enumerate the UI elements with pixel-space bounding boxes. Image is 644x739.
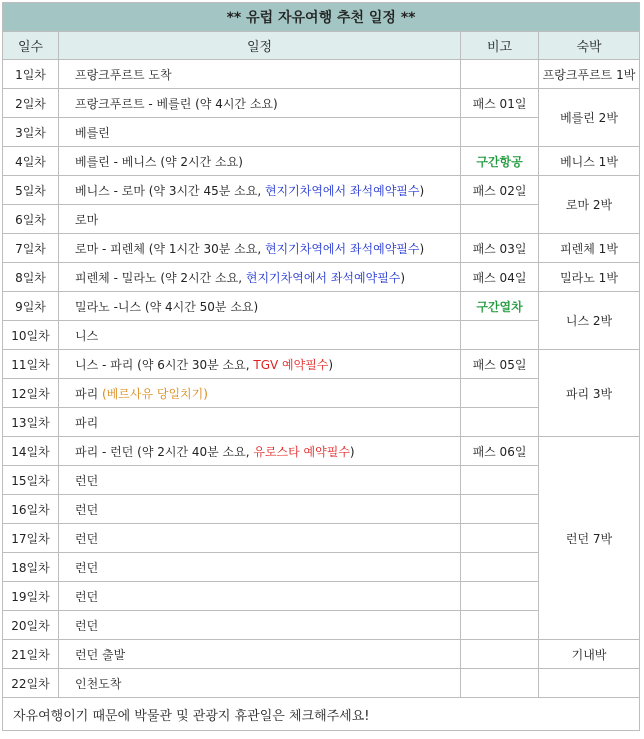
note-cell: [461, 669, 539, 698]
note-cell: 패스 02일: [461, 176, 539, 205]
schedule-text: 런던 출발: [75, 647, 126, 662]
note-cell: [461, 408, 539, 437]
schedule-cell: [59, 466, 461, 495]
note-cell: 구간열차: [461, 292, 539, 321]
note-cell: 패스 03일: [461, 234, 539, 263]
schedule-text: 로마: [75, 212, 99, 227]
schedule-highlight: 현지기차역에서 좌석예약필수: [245, 270, 401, 285]
schedule-tail: ): [419, 183, 425, 198]
schedule-highlight: 현지기차역에서 좌석예약필수: [264, 241, 420, 256]
table-row: [3, 350, 640, 379]
schedule-cell: [59, 379, 461, 408]
table-row: [3, 234, 640, 263]
table-row: [3, 292, 640, 321]
schedule-cell: [59, 118, 461, 147]
schedule-text: 베를린 - 베니스 (약 2시간 소요): [75, 154, 243, 169]
day-cell: 10일차: [3, 321, 59, 350]
note-cell: [461, 524, 539, 553]
note-cell: [461, 611, 539, 640]
schedule-cell: [59, 89, 461, 118]
schedule-cell: [59, 205, 461, 234]
schedule-cell: [59, 321, 461, 350]
note-cell: 패스 06일: [461, 437, 539, 466]
table-row: [3, 147, 640, 176]
schedule-tail: ): [400, 270, 406, 285]
schedule-text: 런던: [75, 531, 99, 546]
schedule-text: 파리: [75, 415, 99, 430]
day-cell: 2일차: [3, 89, 59, 118]
note-cell: [461, 205, 539, 234]
table-row: [3, 437, 640, 466]
header-schedule: 일정: [59, 32, 461, 60]
schedule-text: 런던: [75, 560, 99, 575]
day-cell: 17일차: [3, 524, 59, 553]
schedule-tail: ): [349, 444, 355, 459]
stay-cell: [539, 669, 640, 698]
stay-cell: 베니스 1박: [539, 147, 640, 176]
day-cell: 8일차: [3, 263, 59, 292]
header-stay: 숙박: [539, 32, 640, 60]
table-row: [3, 89, 640, 118]
header-row: [3, 32, 640, 60]
schedule-text: 피렌체 - 밀라노 (약 2시간 소요,: [75, 270, 246, 285]
day-cell: 16일차: [3, 495, 59, 524]
schedule-cell: [59, 408, 461, 437]
schedule-cell: [59, 524, 461, 553]
schedule-text: 밀라노 -니스 (약 4시간 50분 소요): [75, 299, 259, 314]
schedule-text: 인천도착: [75, 676, 122, 691]
note-cell: [461, 60, 539, 89]
schedule-text: 런던: [75, 618, 99, 633]
day-cell: 11일차: [3, 350, 59, 379]
schedule-cell: [59, 176, 461, 205]
note-cell: 패스 01일: [461, 89, 539, 118]
note-cell: [461, 466, 539, 495]
day-cell: 15일차: [3, 466, 59, 495]
schedule-cell: [59, 495, 461, 524]
schedule-text: 로마 - 피렌체 (약 1시간 30분 소요,: [75, 241, 265, 256]
schedule-cell: [59, 263, 461, 292]
note-cell: 패스 05일: [461, 350, 539, 379]
note-cell: [461, 495, 539, 524]
schedule-highlight: 현지기차역에서 좌석예약필수: [264, 183, 420, 198]
stay-cell: 런던 7박: [539, 437, 640, 640]
note-cell: [461, 321, 539, 350]
day-cell: 4일차: [3, 147, 59, 176]
table-row: [3, 263, 640, 292]
schedule-cell: [59, 611, 461, 640]
note-cell: 패스 04일: [461, 263, 539, 292]
note-cell: [461, 553, 539, 582]
day-cell: 3일차: [3, 118, 59, 147]
table-row: [3, 669, 640, 698]
day-cell: 5일차: [3, 176, 59, 205]
schedule-text: 런던: [75, 473, 99, 488]
schedule-text: 프랑크푸르트 - 베를린 (약 4시간 소요): [75, 96, 278, 111]
schedule-text: 니스: [75, 328, 99, 343]
schedule-cell: [59, 234, 461, 263]
schedule-cell: [59, 147, 461, 176]
schedule-cell: [59, 640, 461, 669]
day-cell: 7일차: [3, 234, 59, 263]
schedule-highlight: (베르사유 당일치기): [102, 386, 208, 401]
day-cell: 14일차: [3, 437, 59, 466]
itinerary-container: [2, 2, 640, 731]
itinerary-table: [2, 2, 640, 731]
schedule-text: 파리 - 런던 (약 2시간 40분 소요,: [75, 444, 254, 459]
schedule-tail: ): [328, 357, 334, 372]
day-cell: 6일차: [3, 205, 59, 234]
stay-cell: 피렌체 1박: [539, 234, 640, 263]
schedule-cell: [59, 60, 461, 89]
schedule-text: 베를린: [75, 125, 110, 140]
schedule-highlight: TGV 예약필수: [253, 357, 329, 372]
stay-cell: 밀라노 1박: [539, 263, 640, 292]
schedule-text: 런던: [75, 502, 99, 517]
day-cell: 9일차: [3, 292, 59, 321]
title-row: [3, 3, 640, 32]
table-row: [3, 640, 640, 669]
stay-cell: 파리 3박: [539, 350, 640, 437]
day-cell: 21일차: [3, 640, 59, 669]
stay-cell: 베를린 2박: [539, 89, 640, 147]
schedule-cell: [59, 669, 461, 698]
schedule-cell: [59, 350, 461, 379]
day-cell: 13일차: [3, 408, 59, 437]
stay-cell: 로마 2박: [539, 176, 640, 234]
stay-cell: 기내박: [539, 640, 640, 669]
schedule-cell: [59, 582, 461, 611]
footer-note: 자유여행이기 때문에 박물관 및 관광지 휴관일은 체크해주세요!: [3, 698, 640, 731]
day-cell: 19일차: [3, 582, 59, 611]
table-title: ** 유럽 자유여행 추천 일정 **: [3, 3, 640, 32]
table-row: [3, 176, 640, 205]
note-cell: [461, 582, 539, 611]
header-day: 일수: [3, 32, 59, 60]
schedule-tail: ): [419, 241, 425, 256]
schedule-cell: [59, 437, 461, 466]
schedule-text: 베니스 - 로마 (약 3시간 45분 소요,: [75, 183, 265, 198]
table-row: [3, 60, 640, 89]
note-cell: 구간항공: [461, 147, 539, 176]
day-cell: 18일차: [3, 553, 59, 582]
note-cell: [461, 118, 539, 147]
schedule-text: 니스 - 파리 (약 6시간 30분 소요,: [75, 357, 254, 372]
schedule-text: 프랑크푸르트 도착: [75, 67, 172, 82]
header-note: 비고: [461, 32, 539, 60]
day-cell: 1일차: [3, 60, 59, 89]
stay-cell: 니스 2박: [539, 292, 640, 350]
schedule-cell: [59, 553, 461, 582]
schedule-text: 파리: [75, 386, 102, 401]
note-cell: [461, 640, 539, 669]
stay-cell: 프랑크푸르트 1박: [539, 60, 640, 89]
day-cell: 22일차: [3, 669, 59, 698]
schedule-highlight: 유로스타 예약필수: [253, 444, 350, 459]
footer-row: [3, 698, 640, 731]
day-cell: 12일차: [3, 379, 59, 408]
schedule-cell: [59, 292, 461, 321]
day-cell: 20일차: [3, 611, 59, 640]
note-cell: [461, 379, 539, 408]
schedule-text: 런던: [75, 589, 99, 604]
